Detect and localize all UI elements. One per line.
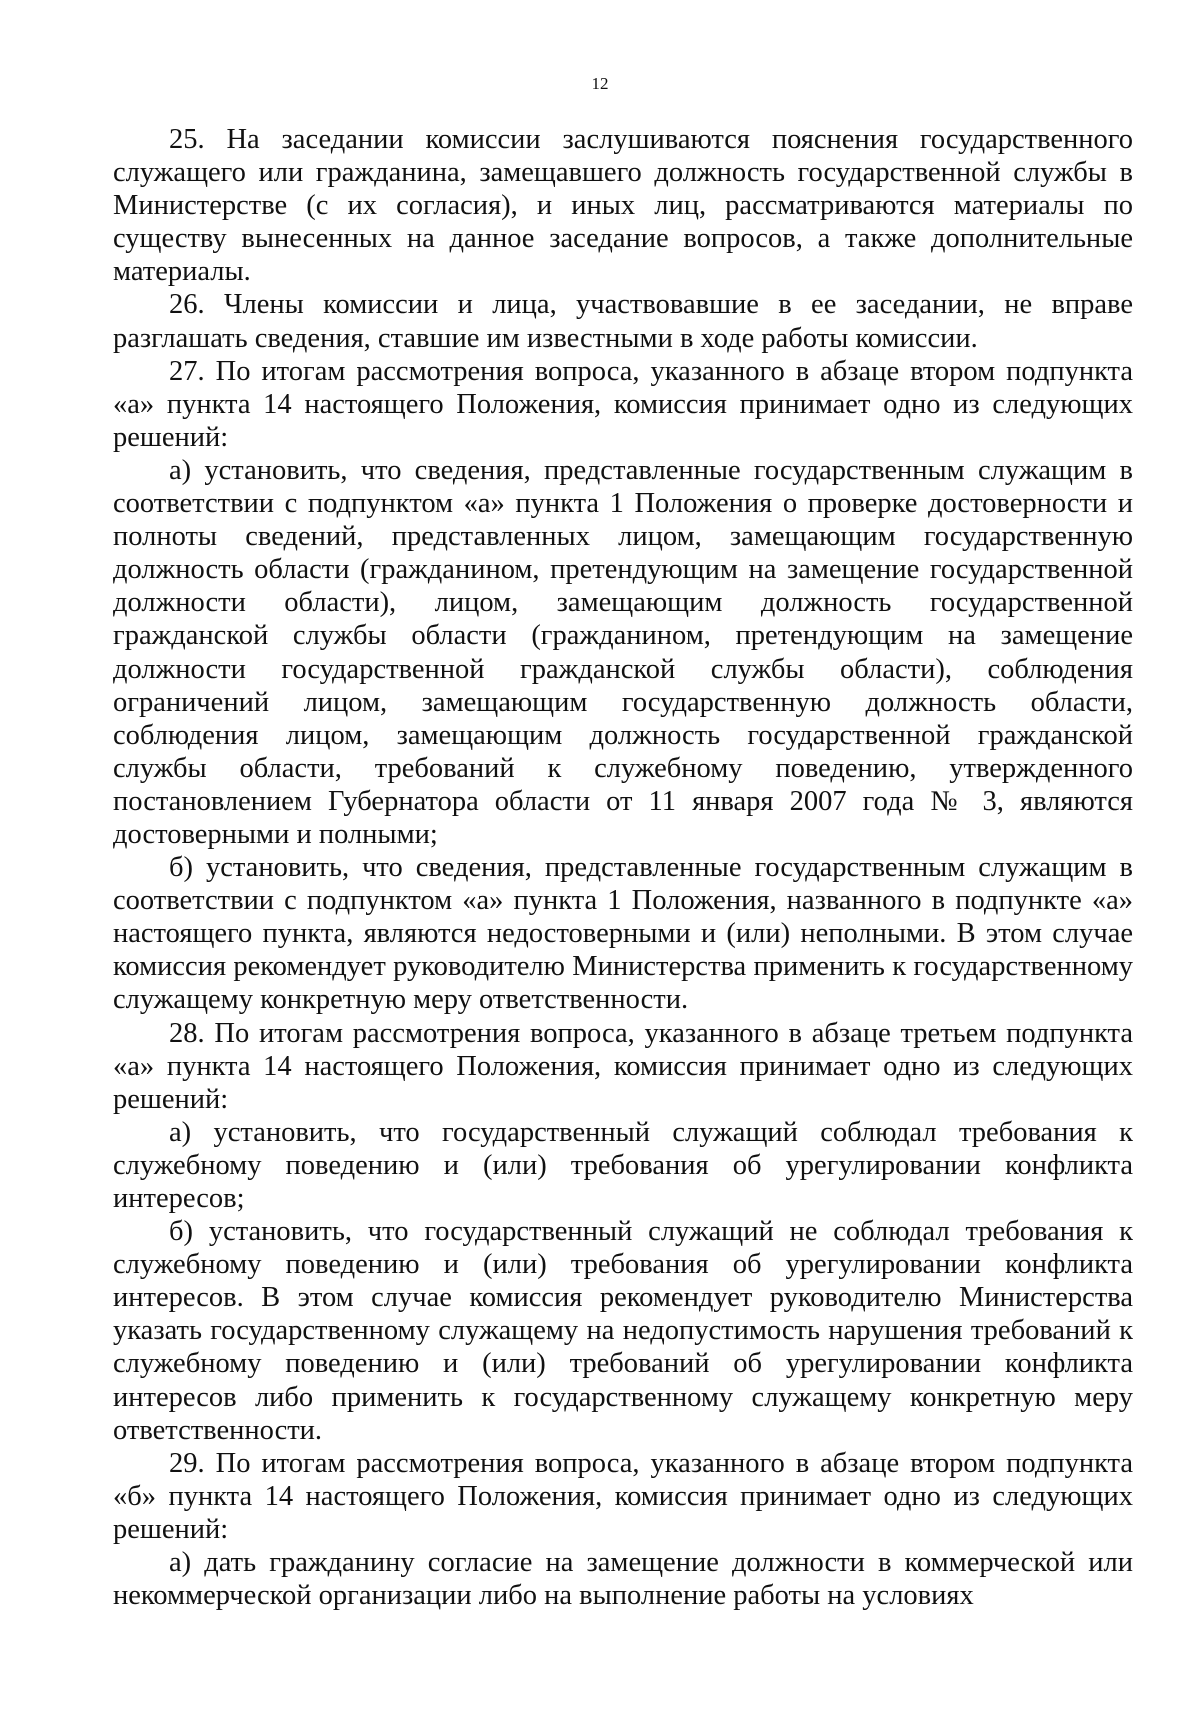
page-number: 12 (591, 74, 609, 93)
paragraph-25: 25. На заседании комиссии заслушиваются пояснения государственного служащего или гражданина, замещавшего должность государственной службы в Министерстве (с их согласия), и иных лиц, рассматриваются материалы по существу вынесенных на данное заседание вопросов, а также дополнительные материалы. (113, 124, 1133, 288)
paragraph-28-a: а) установить, что государственный служащий соблюдал требования к служебному поведению и (или) требования об урегулировании конфликта интересов; (113, 1116, 1133, 1214)
document-body (113, 123, 1133, 1612)
paragraph-28: 28. По итогам рассмотрения вопроса, указанного в абзаце третьем подпункта «а» пункта 14 настоящего Положения, комиссия принимает одно из следующих решений: (113, 1017, 1133, 1115)
paragraph-29-a: а) дать гражданину согласие на замещение должности в коммерческой или некоммерческой организации либо на выполнение работы на условиях (113, 1547, 1133, 1612)
paragraph-28-b: б) установить, что государственный служащий не соблюдал требования к служебному поведению и (или) требования об урегулировании конфликта интересов. В этом случае комиссия рекомендует руководителю Министерства указать государственному служащему на недопустимость нарушения требований к служебному поведению и (или) требований об урегулировании конфликта интересов либо применить к государственному служащему конкретную меру ответственности. (113, 1216, 1133, 1446)
paragraph-27-a: а) установить, что сведения, представленные государственным служащим в соответствии с подпунктом «а» пункта 1 Положения о проверке достоверности и полноты сведений, представленных лицом, замещающим государственную должность области (гражданином, претендующим на замещение государственной должности области), лицом, замещающим должность государственной гражданской службы области (гражданином, претендующим на замещение должности государственной гражданской службы области), соблюдения ограничений лицом, замещающим государственную должность области, соблюдения лицом, замещающим должность государственной гражданской службы области, требований к служебному поведению, утвержденного постановлением Губернатора области от 11 января 2007 года № 3, являются достоверными и полными; (113, 454, 1133, 850)
paragraph-26: 26. Члены комиссии и лица, участвовавшие в ее заседании, не вправе разглашать сведения, ставшие им известными в ходе работы комиссии. (113, 289, 1133, 354)
paragraph-29: 29. По итогам рассмотрения вопроса, указанного в абзаце втором подпункта «б» пункта 14 настоящего Положения, комиссия принимает одно из следующих решений: (113, 1447, 1133, 1545)
paragraph-27: 27. По итогам рассмотрения вопроса, указанного в абзаце втором подпункта «а» пункта 14 настоящего Положения, комиссия принимает одно из следующих решений: (113, 355, 1133, 453)
paragraph-27-b: б) установить, что сведения, представленные государственным служащим в соответствии с подпунктом «а» пункта 1 Положения, названного в подпункте «а» настоящего пункта, являются недостоверными и (или) неполными. В этом случае комиссия рекомендует руководителю Министерства применить к государственному служащему конкретную меру ответственности. (113, 852, 1133, 1016)
